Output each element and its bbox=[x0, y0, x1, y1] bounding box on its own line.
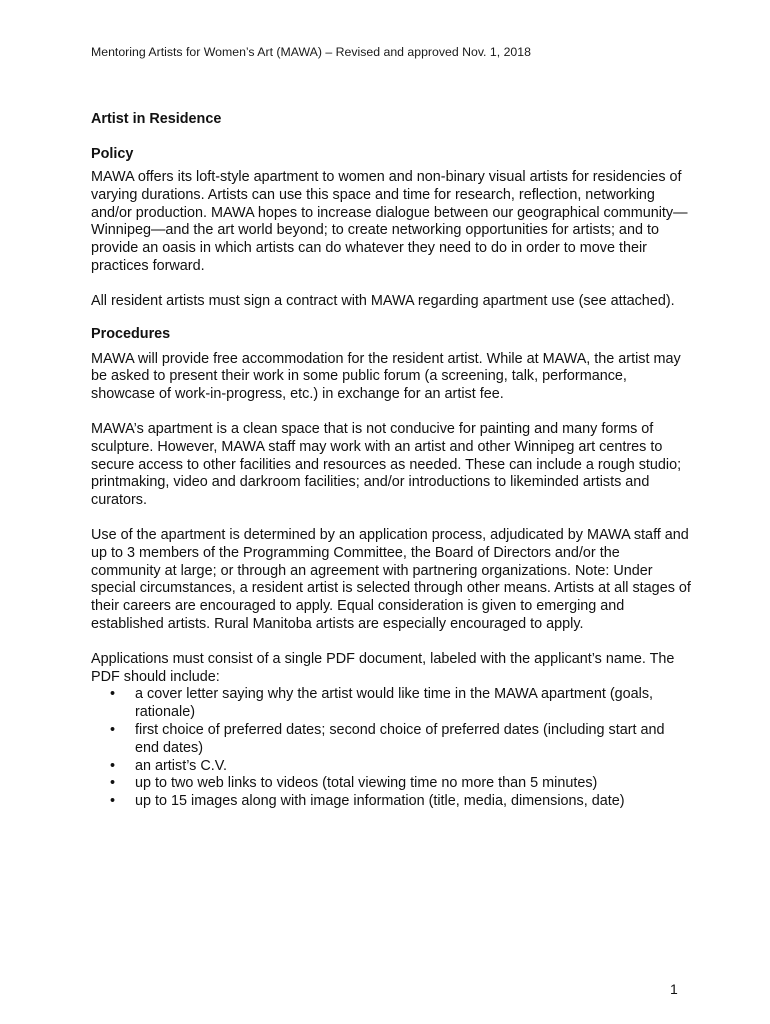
bullet-icon: • bbox=[110, 757, 116, 774]
list-item bbox=[91, 793, 691, 811]
list-item-text: up to two web links to videos (total viewing time no more than 5 minutes) bbox=[135, 775, 598, 792]
bullet-icon: • bbox=[110, 686, 116, 703]
document-title: Artist in Residence bbox=[91, 111, 222, 127]
procedures-paragraph: MAWA will provide free accommodation for the resident artist. While at MAWA, the artist may be asked to present their work in some public forum (a screening, talk, performance, showcase of work-in-progress, etc.) in exchange for an artist fee. bbox=[91, 350, 681, 403]
procedures-paragraph: Use of the apartment is determined by an application process, adjudicated by MAWA staff and up to 3 members of the Programming Committee, the Board of Directors and/or the community at large; or through an agreement with partnering organizations. Note: Under special circumstances, a resident artist is selected through other means. Artists at all stages of their careers are encouraged to apply. Equal consideration is given to emerging and established artists. Rural Manitoba artists are especially encouraged to apply. bbox=[91, 526, 691, 632]
document-body bbox=[91, 109, 691, 811]
policy-paragraph: MAWA offers its loft-style apartment to women and non-binary visual artists for residencies of varying durations. Artists can use this space and time for research, reflection, networking and/or production. MAWA hopes to increase dialogue between our geographical community—Winnipeg—and the art world beyond; to create networking opportunities for artists; and to provide an oasis in which artists can do whatever they need to do in order to move their practices forward. bbox=[91, 169, 688, 274]
list-item-text: a cover letter saying why the artist would like time in the MAWA apartment (goals, rationale) bbox=[135, 686, 654, 721]
bullet-icon: • bbox=[110, 775, 116, 792]
list-item bbox=[91, 775, 691, 793]
bullet-icon: • bbox=[110, 721, 116, 738]
application-requirements-list bbox=[91, 686, 691, 811]
list-item-text: an artist’s C.V. bbox=[135, 757, 227, 774]
procedures-paragraph: Applications must consist of a single PDF document, labeled with the applicant’s name. The PDF should include: bbox=[91, 650, 675, 685]
policy-heading: Policy bbox=[91, 146, 134, 162]
bullet-icon: • bbox=[110, 793, 116, 810]
page-header: Mentoring Artists for Women’s Art (MAWA) – Revised and approved Nov. 1, 2018 bbox=[91, 45, 531, 59]
list-item bbox=[91, 686, 691, 722]
list-item bbox=[91, 722, 691, 758]
procedures-paragraph: MAWA’s apartment is a clean space that is not conducive for painting and many forms of sculpture. However, MAWA staff may work with an artist and other Winnipeg art centres to secure access to other facilities and resources as needed. These can include a rough studio; printmaking, video and darkroom facilities; and/or introductions to likeminded artists and curators. bbox=[91, 420, 682, 509]
policy-paragraph: All resident artists must sign a contract with MAWA regarding apartment use (see attached). bbox=[91, 292, 675, 309]
page-number: 1 bbox=[670, 981, 678, 997]
list-item bbox=[91, 758, 691, 776]
procedures-heading: Procedures bbox=[91, 325, 171, 342]
list-item-text: first choice of preferred dates; second choice of preferred dates (including start and end dates) bbox=[135, 721, 665, 756]
list-item-text: up to 15 images along with image information (title, media, dimensions, date) bbox=[135, 793, 625, 810]
